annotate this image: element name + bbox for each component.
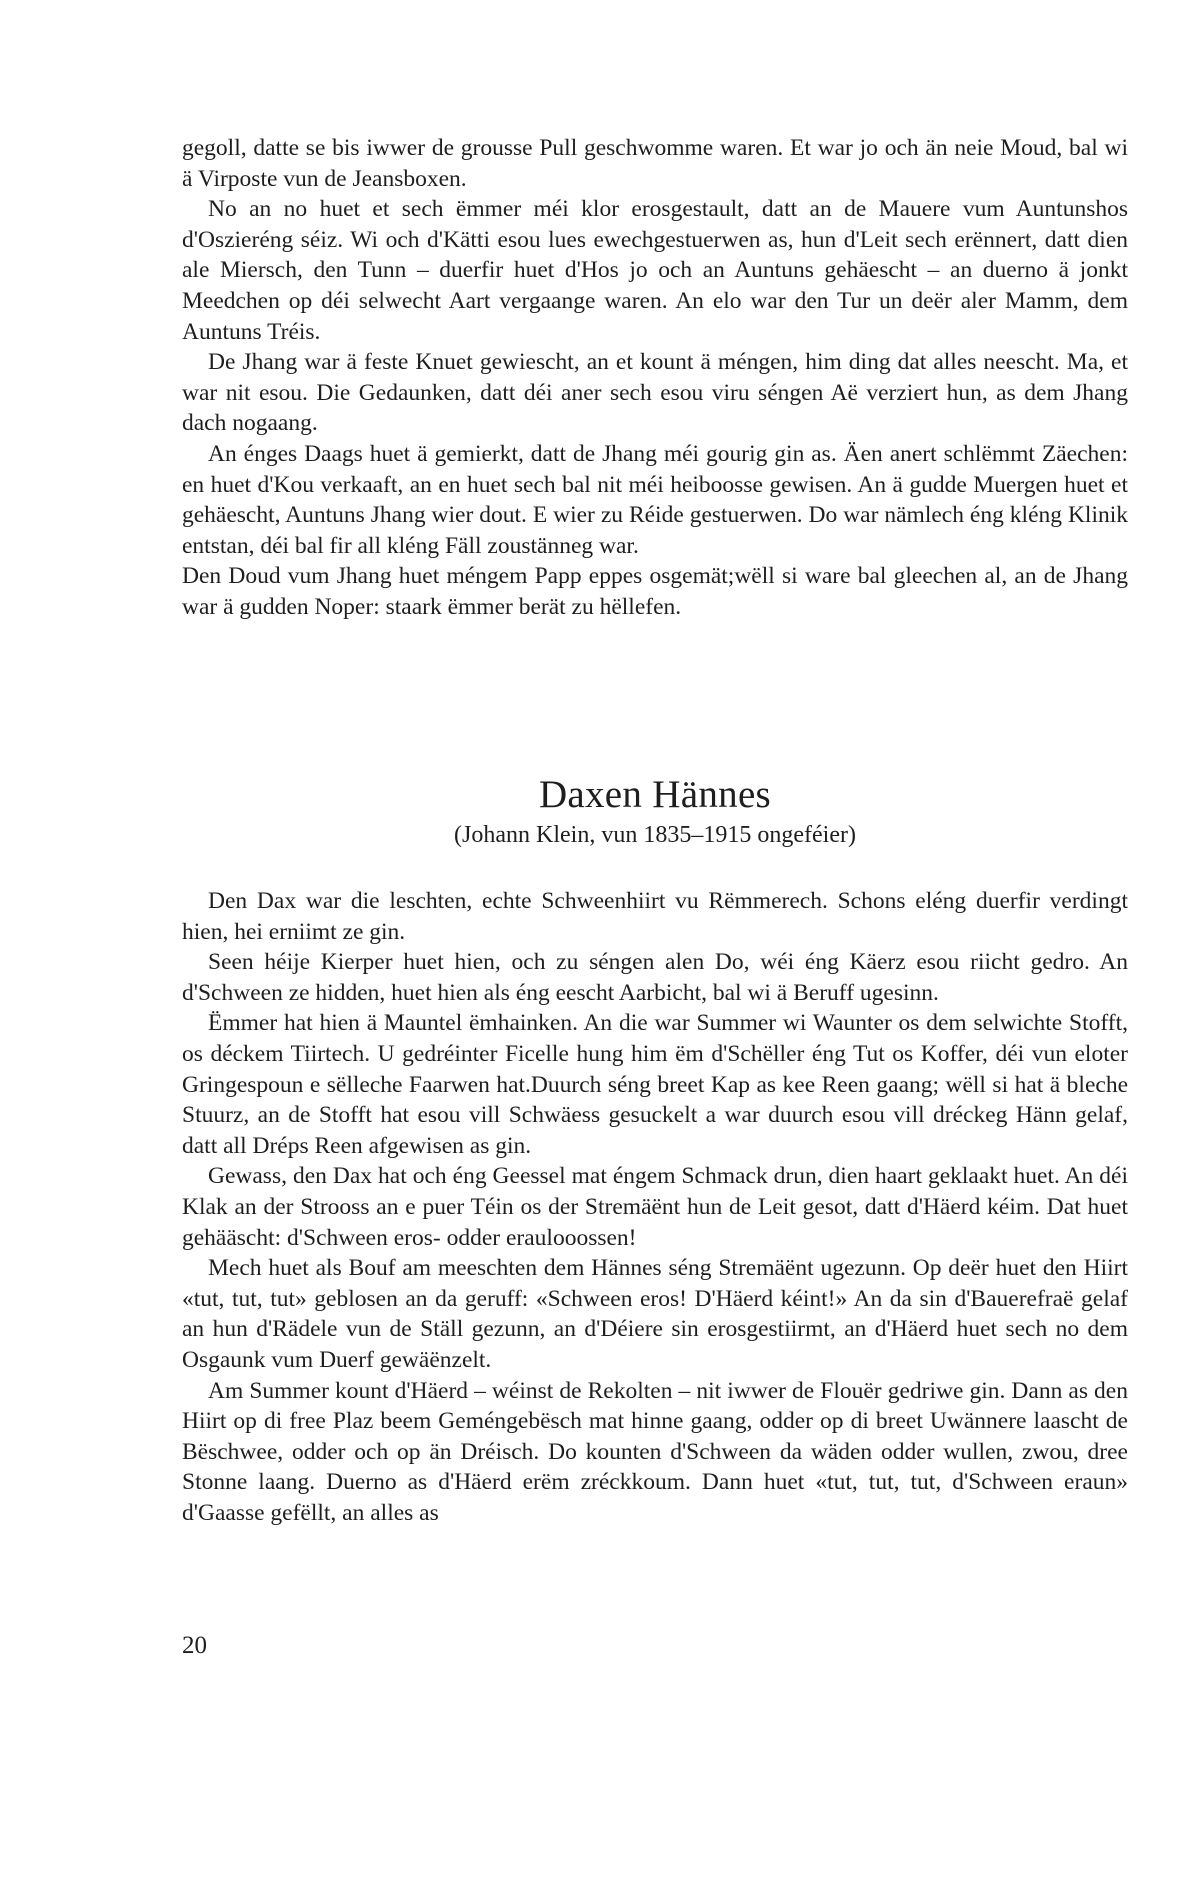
paragraph: Den Doud vum Jhang huet méngem Papp eppes osgemät;wëll si ware bal gleechen al, an de Jhang war ä gudden Noper: staark ëmmer berät zu hëllefen. <box>182 563 1128 620</box>
paragraph: No an no huet et sech ëmmer méi klor erosgestault, datt an de Mauere vum Auntunshos d'Oszieréng séiz. Wi och d'Kätti esou lues ewechgestuerwen as, hun d'Leit sech erënnert, datt dien ale Miersch, den Tunn – duerfir huet d'Hos jo och an Auntuns gehäescht – an duerno ä jonkt Meedchen op déi selwecht Aart vergaange waren. An elo war den Tur un deër aler Mamm, dem Auntuns Tréis. <box>182 196 1128 345</box>
paragraph: Seen héije Kierper huet hien, och zu séngen alen Do, wéi éng Käerz esou riicht gedro. An d'Schween ze hidden, huet hien als éng eescht Aarbicht, bal wi ä Beruff ugesinn. <box>182 949 1128 1006</box>
paragraph: Den Dax war die leschten, echte Schweenhiirt vu Rëmmerech. Schons eléng duerfir verdingt hien, hei erniimt ze gin. <box>182 888 1128 945</box>
paragraph: Am Summer kount d'Häerd – wéinst de Rekolten – nit iwwer de Flouër gedriwe gin. Dann as den Hiirt op di free Plaz beem Geméngebësch mat hinne gaang, odder op di breet Uwännere laascht de Bëschwee, odder och op än Dréisch. Do kounten d'Schween da wäden odder wullen, zwou, dree Stonne laang. Duerno as d'Häerd erëm zréckkoum. Dann huet «tut, tut, tut, d'Schween eraun» d'Gaasse gefëllt, an alles as <box>182 1377 1128 1526</box>
paragraph: gegoll, datte se bis iwwer de grousse Pull geschwomme waren. Et war jo och än neie Moud, bal wi ä Virposte vun de Jeansboxen. <box>182 135 1128 192</box>
paragraph: De Jhang war ä feste Knuet gewiescht, an et kount ä méngen, him ding dat alles neescht. Ma, et war nit esou. Die Gedaunken, datt déi aner sech esou viru séngen Aë verziert hun, as dem Jhang dach nogaang. <box>182 349 1128 437</box>
paragraph: Ëmmer hat hien ä Mauntel ëmhainken. An die war Summer wi Waunter os dem selwichte Stofft, os déckem Tiirtech. U gedréinter Ficelle hung him ëm d'Schëller éng Tut os Koffer, déi vun eloter Gringespoun e sëlleche Faarwen hat.Duurch séng breet Kap as kee Reen gaang; wëll si hat ä bleche Stuurz, an de Stofft hat esou vill Schwäess gesuckelt a war duurch esou vill dréckeg Hänn gelaf, datt all Dréps Reen afgewisen as gin. <box>182 1010 1128 1159</box>
section-subtitle: (Johann Klein, vun 1835–1915 ongeféier) <box>454 822 856 848</box>
paragraph: Gewass, den Dax hat och éng Geessel mat éngem Schmack drun, dien haart geklaakt huet. An déi Klak an der Strooss an e puer Téin os der Stremäënt hun de Leit gesot, datt d'Häerd kéim. Dat huet gehääscht: d'Schween eros- odder eraulooossen! <box>182 1163 1128 1251</box>
paragraph: An énges Daags huet ä gemierkt, datt de Jhang méi gourig gin as. Äen anert schlëmmt Zäechen: en huet d'Kou verkaaft, an en huet sech bal nit méi heiboosse gewisen. An ä gudde Muergen huet et gehäescht, Auntuns Jhang wier dout. E wier zu Réide gestuerwen. Do war nämlech éng kléng Klinik entstan, déi bal fir all kléng Fäll zoustänneg war. <box>182 440 1128 559</box>
continued-text <box>182 133 1128 623</box>
section-title: Daxen Hännes <box>538 773 772 816</box>
page-number: 20 <box>182 1632 207 1659</box>
paragraph: Mech huet als Bouf am meeschten dem Hännes séng Stremäënt ugezunn. Op deër huet den Hiirt «tut, tut, tut» geblosen an da geruff: «Schween eros! D'Häerd kéint!» An da sin d'Bauerefraë gelaf an hun d'Rädele vun de Ställ gezunn, an d'Déiere sin erosgestiirmt, an d'Häerd huet sech no dem Osgaunk vum Duerf gewäënzelt. <box>182 1255 1128 1373</box>
section-body <box>182 886 1128 1528</box>
